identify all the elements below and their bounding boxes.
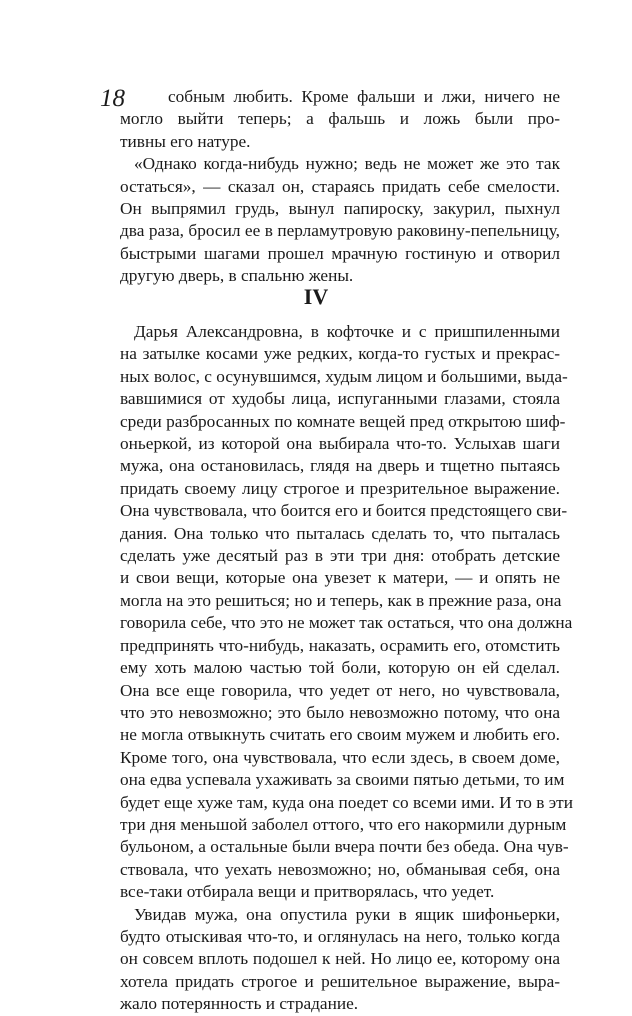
text-line: бульоном, а остальные были вчера почти без обеда. Она чув- [120, 837, 569, 857]
text-line: «Однако когда-нибудь нужно; ведь не может же это так [134, 154, 560, 174]
text-line: сделать уже десятый раз в эти три дня: отобрать детские [120, 546, 560, 566]
text-line: Дарья Александровна, в кофточке и с пришпиленными [134, 322, 560, 341]
text-line: она едва успевала ухаживать за своими пятью детьми, то им [120, 770, 565, 790]
text-line: хотела придать строгое и решительное выражение, выра- [120, 971, 560, 991]
text-line: ных волос, с осунувшимся, худым лицом и большими, выда- [120, 366, 568, 386]
text-line: Увидав мужа, она опустила руки в ящик шифоньерки, [134, 904, 560, 924]
text-line: на затылке косами уже редких, когда-то густых и прекрас- [120, 344, 560, 364]
text-line: оньеркой, из которой она выбирала что-то. Услыхав шаги [120, 434, 560, 454]
text-line: остаться», — сказал он, стараясь придать себе смелости. [120, 176, 560, 196]
text-line: могла на это решиться; но и теперь, как в прежние раза, она [120, 590, 562, 610]
text-line: не могла отвыкнуть считать его своим мужем и любить его. [120, 725, 560, 745]
text-line: будет еще хуже там, куда она поедет со всеми ими. И то в эти [120, 792, 573, 812]
text-line: придать своему лицу строгое и презрительное выражение. [120, 478, 560, 498]
text-line: Кроме того, она чувствовала, что если здесь, в своем доме, [120, 747, 560, 767]
text-line: ему хоть малою частью той боли, которую он ей сделал. [120, 658, 560, 678]
text-line: жало потерянность и страдание. [120, 994, 359, 1014]
text-line: все-таки отбирала вещи и притворялась, что уедет. [120, 882, 495, 902]
page-number: 18 [100, 85, 125, 112]
text-line: дания. Она только что пыталась сделать то, что пыталась [120, 523, 560, 543]
text-line: вавшимися от худобы лица, испуганными глазами, стояла [120, 389, 560, 409]
text-line: будто отыскивая что-то, и оглянулась на него, только когда [120, 926, 560, 946]
text-line: тивны его натуре. [120, 131, 251, 151]
text-line: могло выйти теперь; а фальшь и ложь были про- [120, 109, 560, 129]
chapter-heading: IV [303, 284, 329, 309]
text-line: и свои вещи, которые она увезет к матери, — и опять не [120, 568, 560, 588]
text-line: ствовала, что уехать невозможно; но, обманывая себя, она [120, 859, 560, 879]
text-line: предпринять что-нибудь, наказать, осрамить его, отомстить [120, 635, 560, 655]
text-line: что это невозможно; это было невозможно потому, что она [120, 702, 560, 722]
text-line: собным любить. Кроме фальши и лжи, ничего не [168, 87, 560, 106]
text-line: Она все еще говорила, что уедет от него, но чувствовала, [120, 680, 560, 700]
text-line: три дня меньшой заболел оттого, что его накормили дурным [120, 814, 567, 834]
text-line: он совсем вплоть подошел к ней. Но лицо ее, которому она [120, 949, 560, 969]
text-line: Он выпрямил грудь, вынул папироску, закурил, пыхнул [120, 199, 560, 219]
text-line: говорила себе, что это не может так остаться, что она должна [120, 613, 573, 633]
top-paragraphs [120, 86, 560, 288]
text-line: быстрыми шагами прошел мрачную гостиную и отворил [120, 243, 560, 263]
text-line: среди разбросанных по комнате вещей пред открытою шиф- [120, 411, 566, 431]
text-line: другую дверь, в спальню жены. [120, 266, 354, 286]
main-paragraphs [120, 321, 573, 1016]
text-line: два раза, бросил ее в перламутровую раковину-пепельницу, [120, 221, 560, 241]
text-line: мужа, она остановилась, глядя на дверь и тщетно пытаясь [120, 456, 560, 476]
text-line: Она чувствовала, что боится его и боится предстоящего сви- [120, 501, 568, 521]
